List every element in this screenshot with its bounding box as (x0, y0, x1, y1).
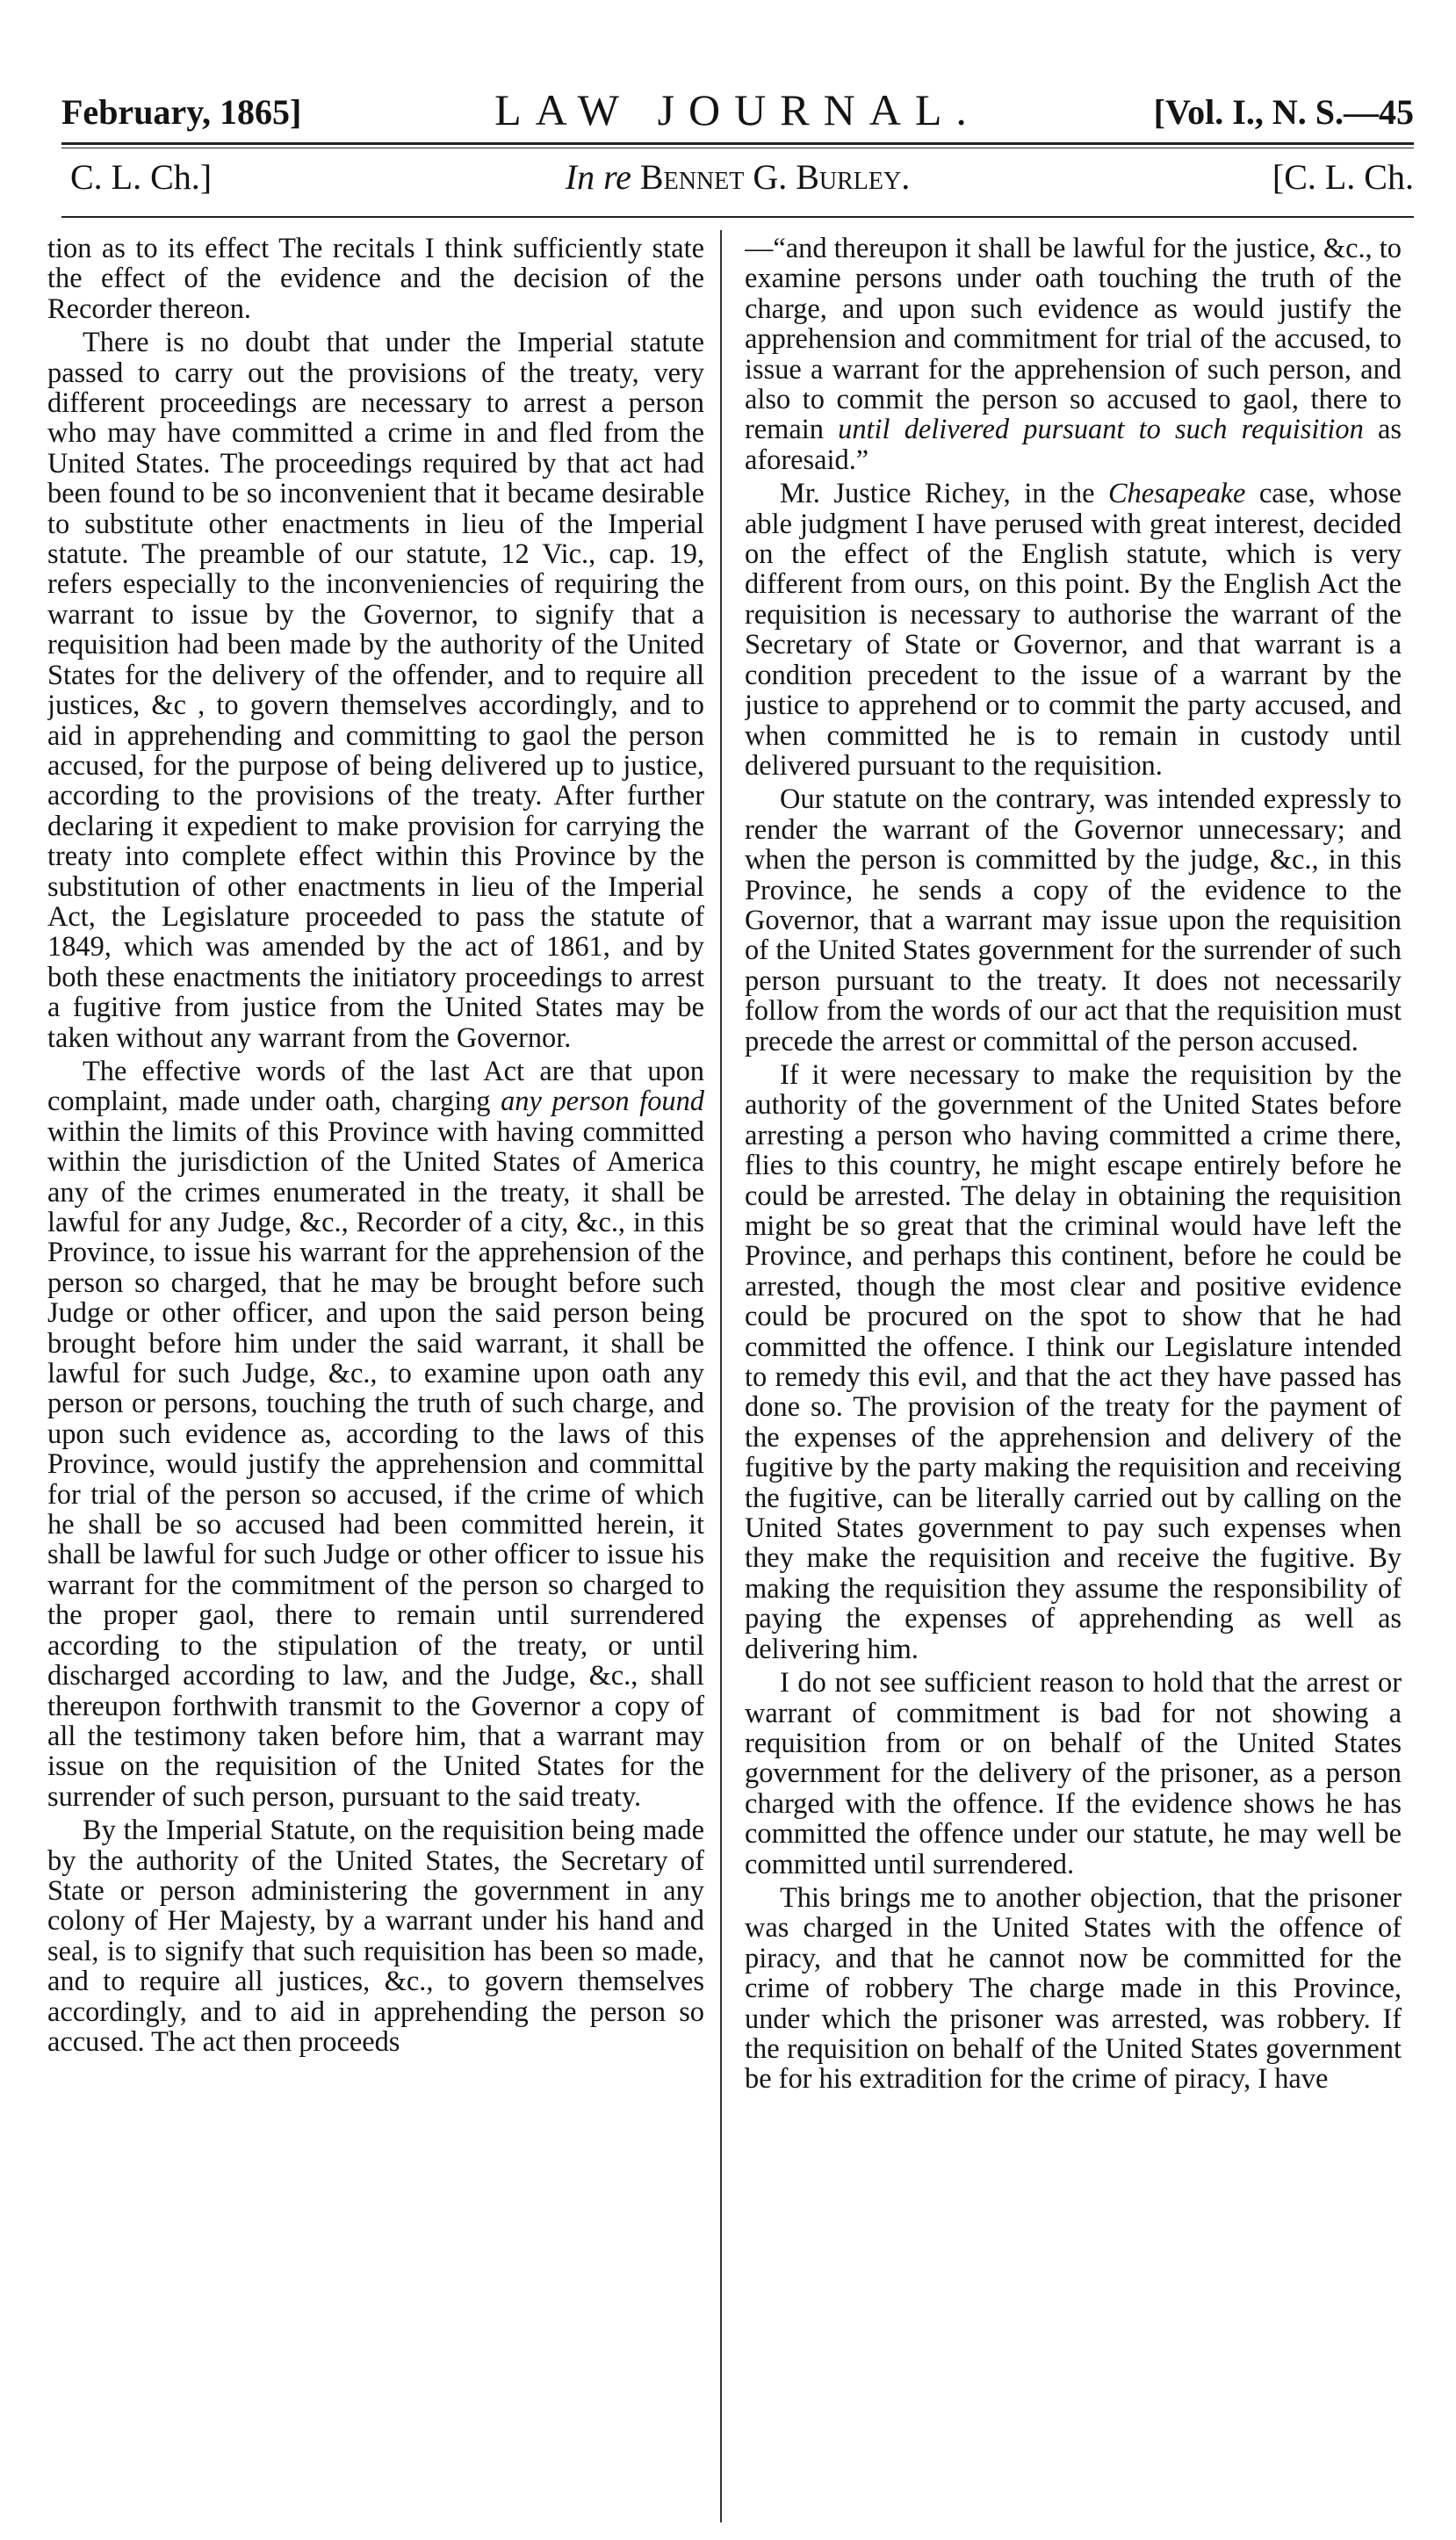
right-column (745, 234, 1402, 2517)
court-label-right: [C. L. Ch. (1272, 157, 1414, 197)
column-divider (720, 230, 722, 2522)
paragraph: The effective words of the last Act are that upon complaint, made under oath, charging any person found within the limits of this Province with having committed within the jurisdiction of the United States of America any of the crimes enumerated in the treaty, it shall be lawful for any Judge, &c., Recorder of a city, &c., in this Province, to issue his warrant for the apprehension of the person so charged, that he may be brought before such Judge or other officer, and upon the said person being brought before him under the said warrant, it shall be lawful for such Judge, &c., to examine upon oath any person or persons, touching the truth of such charge, and upon such evidence as, according to the laws of this Province, would justify the apprehension and committal for trial of the person so accused, if the crime of which he shall be so accused had been committed herein, it shall be lawful for such Judge or other officer to issue his warrant for the commitment of the person so charged to the proper gaol, there to remain until surrendered according to the stipulation of the treaty, or until discharged according to law, and the Judge, &c., shall thereupon forthwith transmit to the Governor a copy of all the testimony taken before him, that a warrant may issue on the requisition of the United States for the surrender of such person, pursuant to the said treaty. (47, 1055, 704, 1813)
emphasis: any person found (501, 1086, 704, 1118)
case-title (61, 156, 1414, 198)
case-header-rule (61, 216, 1414, 218)
paragraph: I do not see sufficient reason to hold that the arrest or warrant of commitment is bad for not showing a requisition from or on behalf of the United States government for the delivery of the prisoner, as a person charged with the offence. If the evidence shows he has committed the offence under our statute, he may well be committed until surrendered. (745, 1667, 1402, 1880)
paragraph: This brings me to another objection, that the prisoner was charged in the United States with the offence of piracy, and that he cannot now be committed for the crime of robbery The charge made in this Province, under which the prisoner was arrested, was robbery. If the requisition on behalf of the United States government be for his extradition for the crime of piracy, I have (745, 1881, 1402, 2096)
paragraph: There is no doubt that under the Imperial statute passed to carry out the provisions of the treaty, very different proceedings are necessary to arrest a person who may have committed a crime in and fled from the United States. The proceedings required by that act had been found to be so inconvenient that it became desirable to substitute other enactments in lieu of the Imperial statute. The preamble of our statute, 12 Vic., cap. 19, refers especially to the inconveniencies of requiring the warrant to issue by the Governor, to signify that a requisition had been made by the authority of the United States for the delivery of the offender, and to require all justices, &c , to govern themselves accordingly, and to aid in apprehending and committing to gaol the person accused, for the purpose of being delivered up to justice, according to the provisions of the treaty. After further declaring it expedient to make provision for carrying the treaty into complete effect within this Province by the substitution of other enactments in lieu of the Imperial Act, the Legislature proceeded to pass the statute of 1849, which was amended by the act of 1861, and by both these enactments the initiatory proceedings to arrest a fugitive from justice from the United States may be taken without any warrant from the Governor. (47, 327, 704, 1054)
header-rule-top (61, 142, 1414, 145)
case-prefix: In re (565, 157, 631, 197)
paragraph: —“and thereupon it shall be lawful for the justice, &c., to examine persons under oath touching the truth of the charge, and upon such evidence as would justify the apprehension and commitment for trial of the accused, to issue a warrant for the apprehension of such person, and also to commit the person so accused to gaol, there to remain until delivered pursuant to such requisition as aforesaid.” (745, 234, 1402, 476)
case-header (61, 156, 1414, 209)
volume-page: [Vol. I., N. S.—45 (1153, 92, 1414, 132)
paragraph: Mr. Justice Richey, in the Chesapeake case, whose able judgment I have perused with great interest, decided on the effect of the English statute, which is very different from ours, on this point. By the English Act the requisition is necessary to authorise the warrant of the Secretary of State or Governor, and that warrant is a condition precedent to the issue of a warrant by the justice to apprehend or to commit the party accused, and when committed he is to remain in custody until delivered pursuant to the requisition. (745, 478, 1402, 782)
court-label-left: C. L. Ch.] (70, 157, 213, 197)
paragraph: If it were necessary to make the requisition by the authority of the government of the United States before arresting a person who having committed a crime there, flies to this country, he might escape entirely before he could be arrested. The delay in obtaining the requisition might be so great that the criminal would have left the Province, and perhaps this continent, before he could be arrested, though the most clear and positive evidence could be procured on the spot to show that he had committed the offence. I think our Legislature intended to remedy this evil, and that the act they have passed has done so. The provision of the treaty for the payment of the expenses of the apprehension and delivery of the fugitive by the party making the requisition and receiving the fugitive, can be literally carried out by calling on the United States government to pay such expenses when they make the requisition and receive the fugitive. By making the requisition they assume the responsibility of paying the expenses of apprehending as well as delivering him. (745, 1058, 1402, 1665)
journal-title: LAW JOURNAL. (494, 85, 981, 134)
paragraph: By the Imperial Statute, on the requisition being made by the authority of the United States, the Secretary of State or person administering the government in any colony of Her Majesty, by a warrant under his hand and seal, is to signify that such requisition has been so made, and to require all justices, &c., to govern themselves accordingly, and to aid in apprehending the person so accused. The act then proceeds (47, 1815, 704, 2058)
case-name: Bennet G. Burley. (639, 157, 911, 197)
issue-date: February, 1865] (61, 92, 302, 132)
paragraph: Our statute on the contrary, was intended expressly to render the warrant of the Governor unnecessary; and when the person is committed by the judge, &c., in this Province, he sends a copy of the evidence to the Governor, that a warrant may issue upon the requisition of the United States government for the surrender of such person pursuant to the treaty. It does not necessarily follow from the words of our act that the requisition must precede the arrest or committal of the person accused. (745, 783, 1402, 1057)
running-header (61, 84, 1414, 137)
left-column (47, 234, 704, 2517)
paragraph: tion as to its effect The recitals I think sufficiently state the effect of the evidence and the decision of the Recorder thereon. (47, 234, 704, 325)
case-reference: Chesapeake (1107, 478, 1246, 510)
emphasis: until delivered pursuant to such requisition (838, 414, 1364, 446)
